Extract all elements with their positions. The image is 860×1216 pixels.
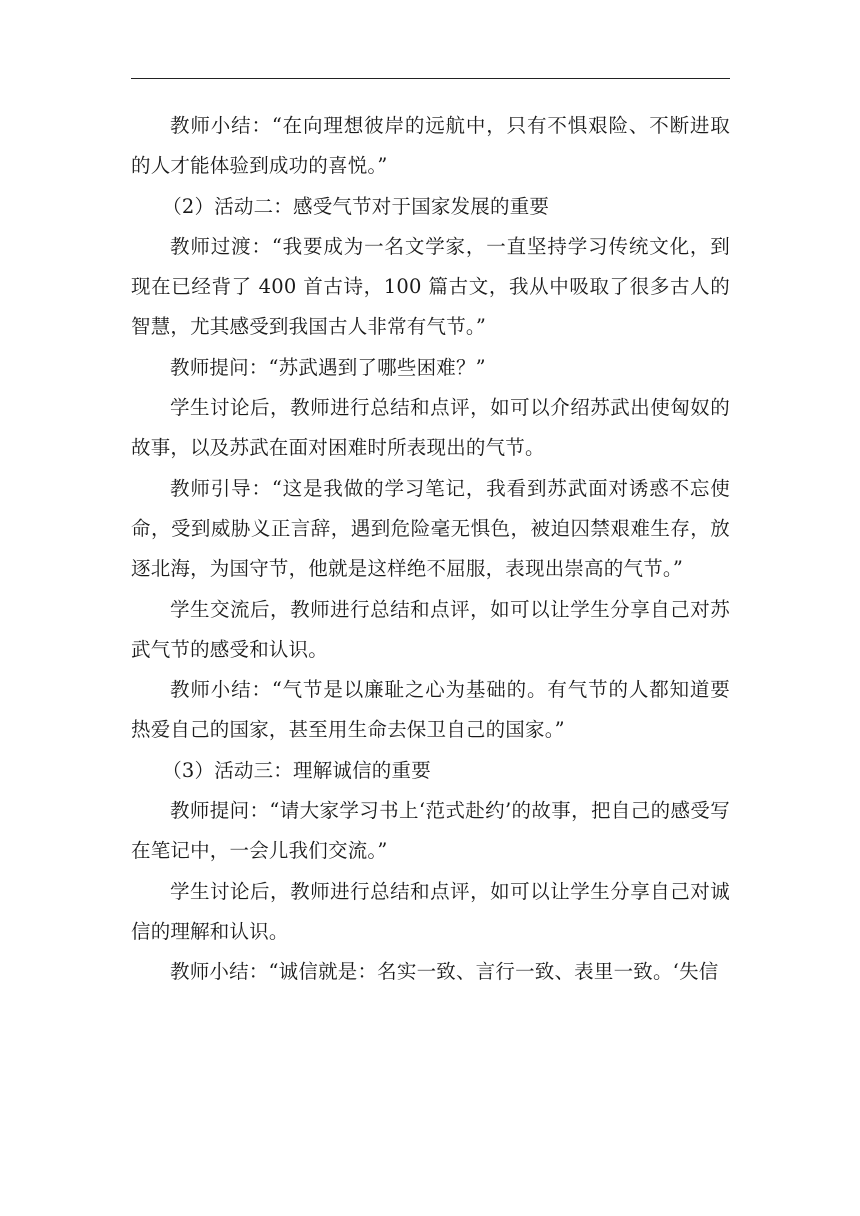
section-heading-activity-3: （3）活动三：理解诚信的重要 [162,758,431,782]
section-heading-activity-2: （2）活动二：感受气节对于国家发展的重要 [162,194,550,218]
paragraph-6: 教师引导：“这是我做的学习笔记，我看到苏武面对诱惑不忘使命，受到威胁义正言辞，遇到危险毫无惧色，被迫囚禁艰难生存，放逐北海，为国守节，他就是这样绝不屈服，表现出崇高的气节。” [131,476,730,581]
paragraph-1: 教师小结：“在向理想彼岸的远航中，只有不惧艰险、不断进取的人才能体验到成功的喜悦。” [131,114,730,178]
paragraph-10: 教师提问：“请大家学习书上‘范式赴约’的故事，把自己的感受写在笔记中，一会儿我们交流。” [131,799,730,863]
paragraph-7: 学生交流后，教师进行总结和点评，如可以让学生分享自己对苏武气节的感受和认识。 [131,597,730,661]
paragraph-3: 教师过渡：“我要成为一名文学家，一直坚持学习传统文化，到现在已经背了 400 首古诗，100 篇古文，我从中吸取了很多古人的智慧，尤其感受到我国古人非常有气节。” [131,234,730,339]
paragraph-8: 教师小结：“气节是以廉耻之心为基础的。有气节的人都知道要热爱自己的国家，甚至用生命去保卫自己的国家。” [131,678,730,742]
header-rule [131,78,730,79]
paragraph-4: 教师提问：“苏武遇到了哪些困难？” [170,355,486,379]
paragraph-12: 教师小结：“诚信就是：名实一致、言行一致、表里一致。‘失信 [170,960,719,984]
paragraph-11: 学生讨论后，教师进行总结和点评，如可以让学生分享自己对诚信的理解和认识。 [131,879,730,943]
paragraph-5: 学生讨论后，教师进行总结和点评，如可以介绍苏武出使匈奴的故事，以及苏武在面对困难时所表现出的气节。 [131,396,730,460]
document-body [131,106,730,993]
